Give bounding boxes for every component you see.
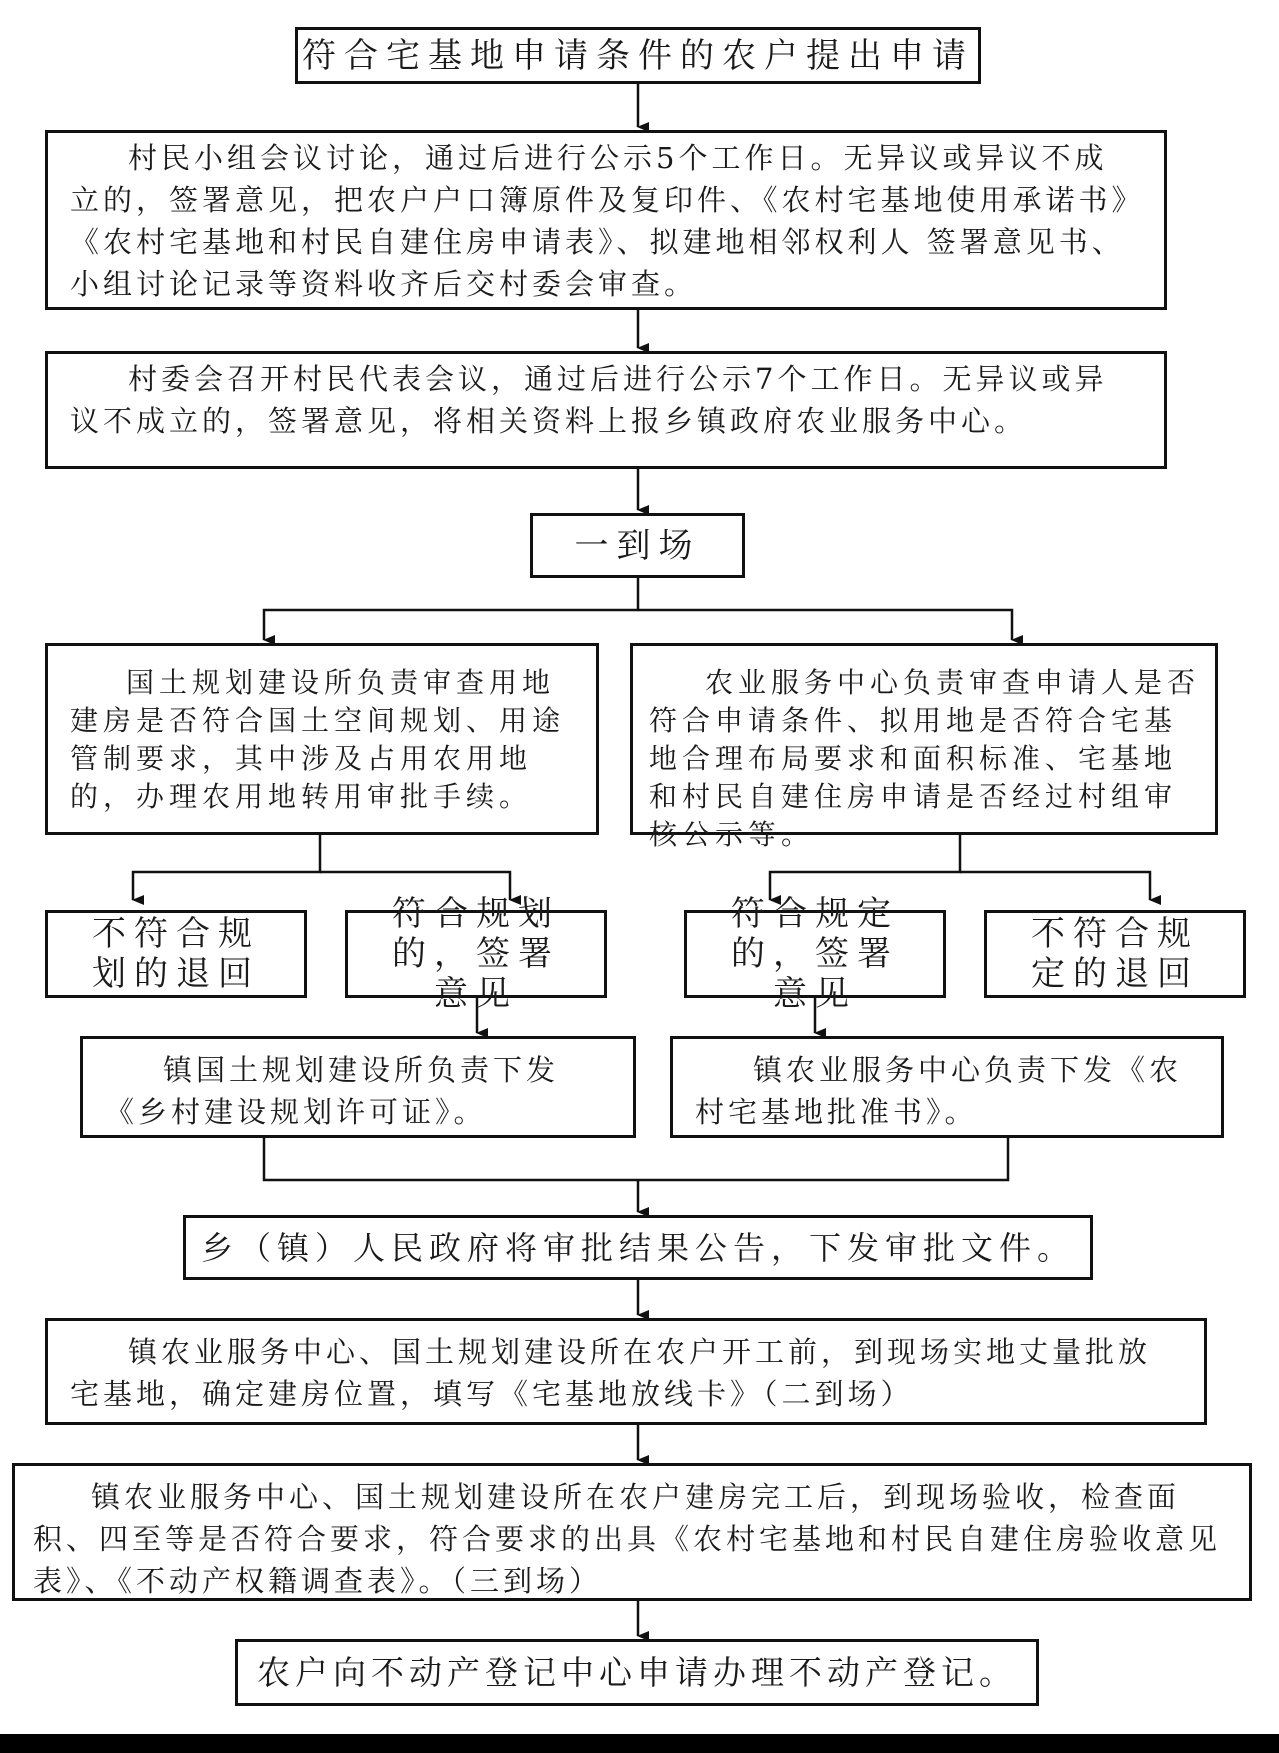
- step-first-visit-text: 一到场: [574, 525, 701, 566]
- step-agri-center-review-text: 农业服务中心负责审查申请人是否符合申请条件、拟用地是否符合宅基地合理布局要求和面积标准、宅基地和村民自建住房申请是否经过村组审核公示等。: [649, 666, 1201, 851]
- split-visit-right: [638, 610, 1012, 640]
- merge-issues: [264, 1138, 1008, 1180]
- step-rule-reject: [984, 910, 1246, 998]
- step-first-visit: [530, 513, 745, 578]
- bottom-edge-bar: [0, 1734, 1279, 1753]
- step-issue-permit-text: 镇国土规划建设所负责下发《乡村建设规划许可证》。: [105, 1053, 560, 1129]
- step-plan-approve-text: 符合规划的，签署意见: [392, 894, 560, 1014]
- step-second-visit: [45, 1318, 1207, 1425]
- step-village-committee-text: 村委会召开村民代表会议，通过后进行公示7个工作日。无异议或异议不成立的，签署意见，将相关资料上报乡镇政府农业服务中心。: [70, 362, 1108, 438]
- split-land-review: [133, 835, 320, 900]
- step-group-meeting: [45, 130, 1167, 310]
- step-apply: [295, 27, 981, 84]
- step-rule-approve-text: 符合规定的，签署意见: [731, 894, 899, 1014]
- step-plan-reject: [45, 910, 307, 998]
- step-second-visit-text: 镇农业服务中心、国土规划建设所在农户开工前，到现场实地丈量批放宅基地，确定建房位置，填写《宅基地放线卡》（二到场）: [70, 1335, 1152, 1411]
- step-rule-reject-text: 不符合规定的退回: [1031, 914, 1199, 994]
- step-issue-permit: [80, 1036, 636, 1138]
- step-plan-approve: [345, 894, 607, 1014]
- step-third-visit: [12, 1463, 1252, 1601]
- step-issue-approval: [670, 1036, 1224, 1138]
- step-registration: [235, 1639, 1039, 1706]
- step-land-planning-review: [45, 643, 599, 835]
- step-issue-approval-text: 镇农业服务中心负责下发《农村宅基地批准书》。: [695, 1053, 1183, 1129]
- step-third-visit-text: 镇农业服务中心、国土规划建设所在农户建房完工后，到现场验收，检查面积、四至等是否符合要求，符合要求的出具《农村宅基地和村民自建住房验收意见表》、《不动产权籍调查表》。（三到场）: [33, 1480, 1222, 1598]
- split-agri-review-right: [960, 872, 1150, 900]
- step-village-committee: [45, 351, 1167, 469]
- step-rule-approve: [684, 894, 946, 1014]
- split-visit: [264, 578, 638, 640]
- step-agri-center-review: [630, 643, 1218, 851]
- step-group-meeting-text: 村民小组会议讨论，通过后进行公示5个工作日。无异议或异议不成立的，签署意见，把农户户口簿原件及复印件、《农村宅基地使用承诺书》《农村宅基地和村民自建住房申请表》、拟建地相邻权利人 签署意见书、小组讨论记录等资料收齐后交村委会审查。: [70, 141, 1131, 301]
- step-registration-text: 农户向不动产登记中心申请办理不动产登记。: [257, 1652, 1017, 1692]
- step-gov-announce-text: 乡（镇）人民政府将审批结果公告，下发审批文件。: [200, 1228, 1075, 1267]
- step-apply-text: 符合宅基地申请条件的农户提出申请: [302, 35, 974, 76]
- step-plan-reject-text: 不符合规划的退回: [92, 914, 260, 994]
- step-gov-announce: [183, 1215, 1093, 1280]
- step-land-planning-review-text: 国土规划建设所负责审查用地建房是否符合国土空间规划、用途管制要求，其中涉及占用农用地的，办理农用地转用审批手续。: [70, 666, 566, 813]
